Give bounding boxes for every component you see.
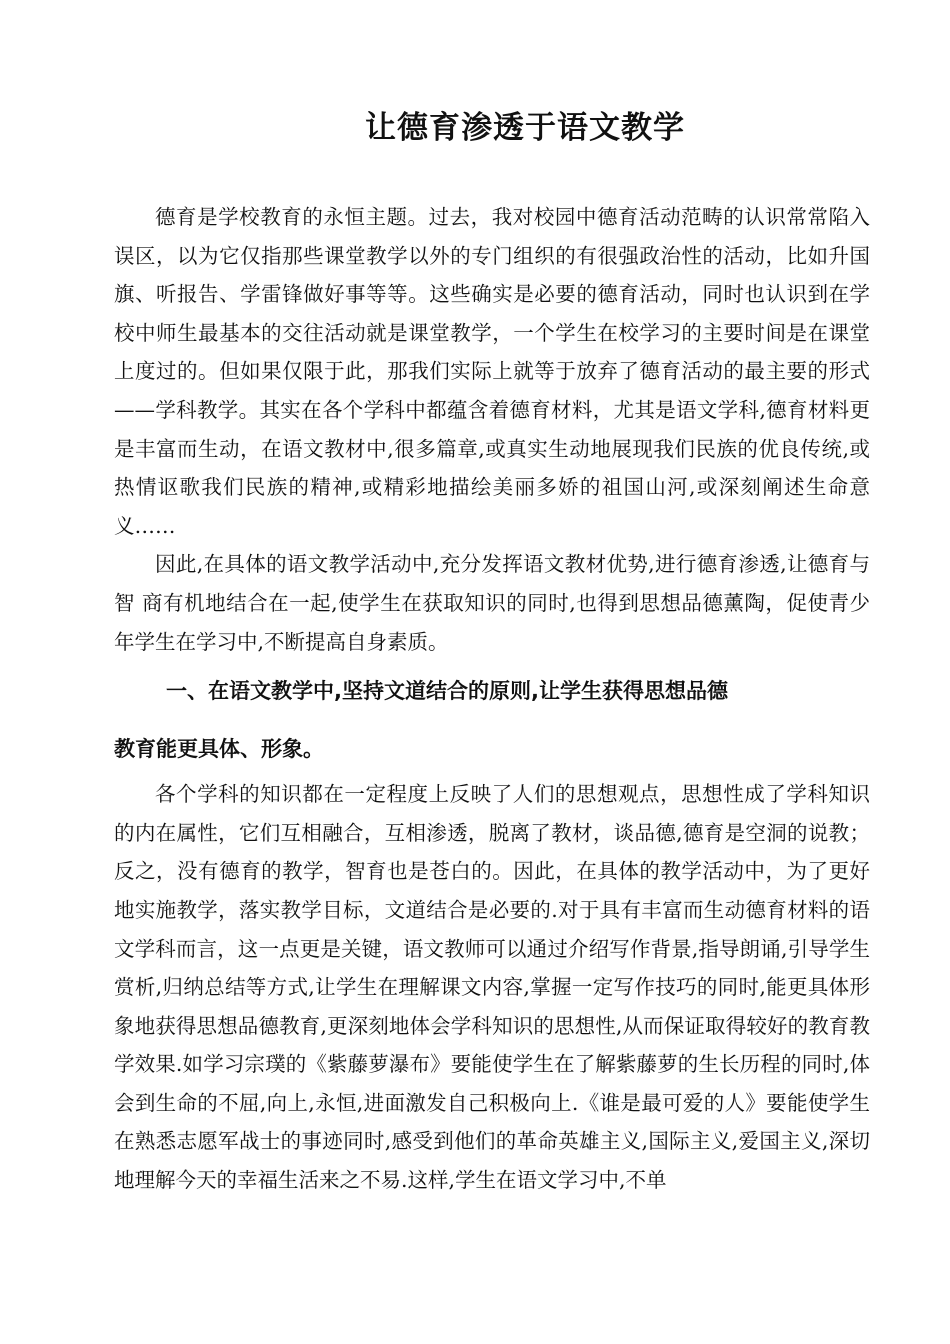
intro-paragraph: 德育是学校教育的永恒主题。过去，我对校园中德育活动范畴的认识常常陷入误区，以为它仅指那些课堂教学以外的专门组织的有很强政治性的活动，比如升国旗、听报告、学雷锋做好事等等。这些确实是必要的德育活动，同时也认识到在学校中师生最基本的交往活动就是课堂教学，一个学生在校学习的主要时间是在课堂上度过的。但如果仅限于此，那我们实际上就等于放弃了德育活动的最主要的形式——学科教学。其实在各个学科中都蕴含着德育材料，尤其是语文学科,德育材料更是丰富而生动，在语文教材中,很多篇章,或真实生动地展现我们民族的优良传统,或热情讴歌我们民族的精神,或精彩地描绘美丽多娇的祖国山河,或深刻阐述生命意义…… — [114, 205, 870, 538]
purpose-paragraph: 因此,在具体的语文教学活动中,充分发挥语文教材优势,进行德育渗透,让德育与智 商有机地结合在一起,使学生在获取知识的同时,也得到思想品德薰陶，促使青少年学生在学习中,不断提高自身素质。 — [114, 552, 870, 654]
document-body — [114, 198, 870, 1200]
section-heading-line2: 教育能更具体、形象。 — [114, 737, 324, 762]
document-title: 让德育渗透于语文教学 — [365, 110, 685, 146]
section-heading — [114, 665, 870, 775]
section-heading-line1: 一、在语文教学中,坚持文道结合的原则,让学生获得思想品德 — [166, 679, 728, 704]
section-paragraph: 各个学科的知识都在一定程度上反映了人们的思想观点，思想性成了学科知识的内在属性，它们互相融合，互相渗透，脱离了教材，谈品德,德育是空洞的说教；反之，没有德育的教学，智育也是苍白的。因此，在具体的教学活动中，为了更好地实施教学，落实教学目标，文道结合是必要的.对于具有丰富而生动德育材料的语文学科而言，这一点更是关键，语文教师可以通过介绍写作背景,指导朗诵,引导学生赏析,归纳总结等方式,让学生在理解课文内容,掌握一定写作技巧的同时,能更具体形象地获得思想品德教育,更深刻地体会学科知识的思想性,从而保证取得较好的教育教学效果.如学习宗璞的《紫藤萝瀑布》要能使学生在了解紫藤萝的生长历程的同时,体会到生命的不屈,向上,永恒,进面激发自己积极向上.《谁是最可爱的人》要能使学生在熟悉志愿军战士的事迹同时,感受到他们的革命英雄主义,国际主义,爱国主义,深切地理解今天的幸福生活来之不易.这样,学生在语文学习中,不单 — [114, 782, 870, 1193]
